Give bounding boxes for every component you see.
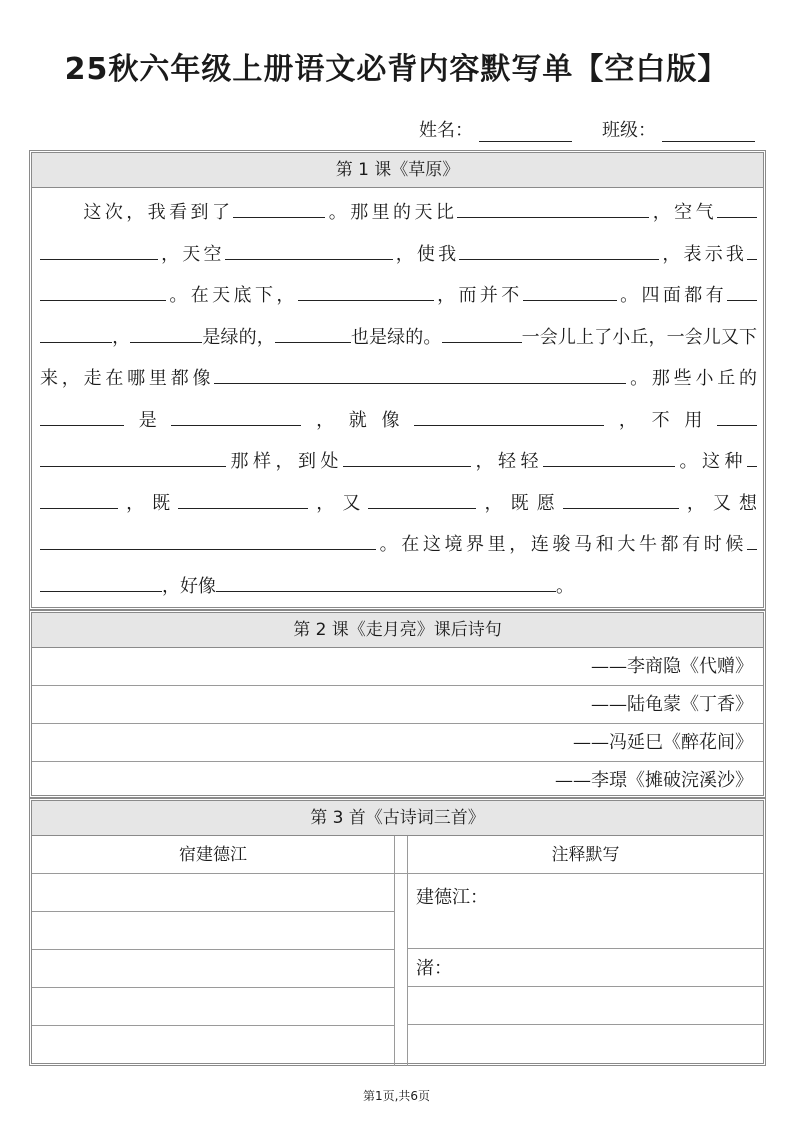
poem-source: ——李商隐《代赠》 xyxy=(591,656,753,677)
fill-blank[interactable] xyxy=(442,324,522,343)
fill-blank[interactable] xyxy=(543,448,675,467)
name-label: 姓名： xyxy=(419,120,473,141)
fill-blank[interactable] xyxy=(40,241,158,260)
fill-blank[interactable] xyxy=(747,531,757,550)
fill-blank[interactable] xyxy=(171,407,301,426)
fill-blank[interactable] xyxy=(40,573,162,592)
poem-source: ——陆龟蒙《丁香》 xyxy=(591,694,753,715)
poem-title-header: 宿建德江 xyxy=(32,836,394,874)
page-title: 25秋六年级上册语文必背内容默写单【空白版】 xyxy=(64,52,729,87)
fill-blank[interactable] xyxy=(130,324,202,343)
column-divider xyxy=(395,836,408,1066)
fill-blank[interactable] xyxy=(40,282,166,301)
text-segment: ，好像 xyxy=(162,575,216,597)
text-segment: 。在这境界里，连骏马和大牛都有时候 xyxy=(376,534,747,555)
poem-writing-column xyxy=(32,836,395,1066)
section-lesson-3 xyxy=(29,798,766,1066)
section-lesson-1 xyxy=(29,150,766,610)
note-cell[interactable] xyxy=(408,949,763,987)
text-segment: 。这种 xyxy=(675,451,747,472)
fill-blank[interactable] xyxy=(225,241,393,260)
fill-blank[interactable] xyxy=(459,241,659,260)
text-segment: 。 xyxy=(556,575,574,597)
poem-source: ——冯延巳《醉花间》 xyxy=(573,732,753,753)
writing-line[interactable] xyxy=(32,988,394,1026)
fill-blank[interactable] xyxy=(216,573,556,592)
text-segment: ，轻轻 xyxy=(471,451,543,472)
writing-line[interactable] xyxy=(32,874,394,912)
poem-line[interactable] xyxy=(32,724,763,762)
text-segment: ，又想 xyxy=(678,492,758,514)
text-segment: ，既愿 xyxy=(476,492,563,514)
fill-blank[interactable] xyxy=(368,490,476,509)
fill-blank[interactable] xyxy=(343,448,471,467)
text-segment: ，不用 xyxy=(604,409,718,431)
text-segment: 。那里的天比 xyxy=(325,202,458,223)
text-segment: 这次，我看到了 xyxy=(80,202,234,223)
fill-blank[interactable] xyxy=(727,282,757,301)
section-heading: 第 1 课《草原》 xyxy=(32,153,763,188)
text-segment: ，使我 xyxy=(392,243,460,265)
text-segment: ，空气 xyxy=(649,202,718,223)
text-segment: 是绿的， xyxy=(202,326,275,348)
text-segment: ，又 xyxy=(308,492,369,514)
fill-blank[interactable] xyxy=(40,324,112,343)
note-term: 建德江： xyxy=(416,887,488,908)
fill-blank[interactable] xyxy=(298,282,434,301)
writing-line[interactable] xyxy=(32,912,394,950)
class-field[interactable] xyxy=(662,119,755,142)
fill-blank[interactable] xyxy=(747,448,757,467)
fill-blank[interactable] xyxy=(40,490,118,509)
writing-line[interactable] xyxy=(32,1026,394,1063)
text-segment: 是 xyxy=(124,409,172,431)
section-lesson-2 xyxy=(29,610,766,798)
fill-blank[interactable] xyxy=(214,365,626,384)
fill-blank[interactable] xyxy=(563,490,679,509)
writing-line[interactable] xyxy=(32,950,394,988)
note-cell[interactable] xyxy=(408,987,763,1025)
fill-blank[interactable] xyxy=(40,407,124,426)
fill-blank[interactable] xyxy=(40,448,226,467)
fill-blank[interactable] xyxy=(523,282,617,301)
fill-blank[interactable] xyxy=(275,324,351,343)
poem-line[interactable] xyxy=(32,686,763,724)
text-segment: ，表示我 xyxy=(659,243,748,265)
text-segment: 那样，到处 xyxy=(226,451,343,472)
fill-blank[interactable] xyxy=(717,407,757,426)
text-segment: ，就像 xyxy=(301,409,415,431)
note-term: 渚： xyxy=(416,958,452,979)
fill-blank[interactable] xyxy=(178,490,308,509)
fill-blank[interactable] xyxy=(40,531,376,550)
note-cell[interactable] xyxy=(408,874,763,949)
note-cell[interactable] xyxy=(408,1025,763,1063)
fill-blank[interactable] xyxy=(457,199,649,218)
page-footer: 第1页,共6页 xyxy=(362,1089,431,1103)
text-segment: ， xyxy=(112,326,131,348)
section-heading: 第 2 课《走月亮》课后诗句 xyxy=(32,613,763,648)
text-segment: ，天空 xyxy=(158,243,225,265)
fill-blank[interactable] xyxy=(414,407,604,426)
text-segment: 。在天底下， xyxy=(166,285,298,306)
text-segment: 一会儿上了小丘， xyxy=(521,326,667,348)
poem-line[interactable] xyxy=(32,648,763,686)
fill-blank[interactable] xyxy=(717,199,757,218)
fill-blank[interactable] xyxy=(233,199,325,218)
text-segment: ，既 xyxy=(118,492,179,514)
text-segment: 。 xyxy=(626,368,652,389)
poem-source: ——李璟《摊破浣溪沙》 xyxy=(555,770,753,791)
class-label: 班级： xyxy=(602,120,656,141)
name-field[interactable] xyxy=(479,119,572,142)
text-segment: 也是绿的。 xyxy=(350,326,442,348)
notes-header: 注释默写 xyxy=(408,836,763,874)
name-class-bar xyxy=(419,116,755,142)
section-heading: 第 3 首《古诗词三首》 xyxy=(32,801,763,836)
dictation-paragraph xyxy=(32,188,763,607)
text-segment: 。四面都有 xyxy=(616,285,728,306)
text-segment: 那些小丘的 xyxy=(651,368,758,389)
notes-column xyxy=(408,836,763,1066)
text-segment: 一会儿又下来，走在哪里都像 xyxy=(40,326,758,389)
fill-blank[interactable] xyxy=(747,241,757,260)
text-segment: ，而并不 xyxy=(433,285,523,306)
poem-line[interactable] xyxy=(32,762,763,799)
